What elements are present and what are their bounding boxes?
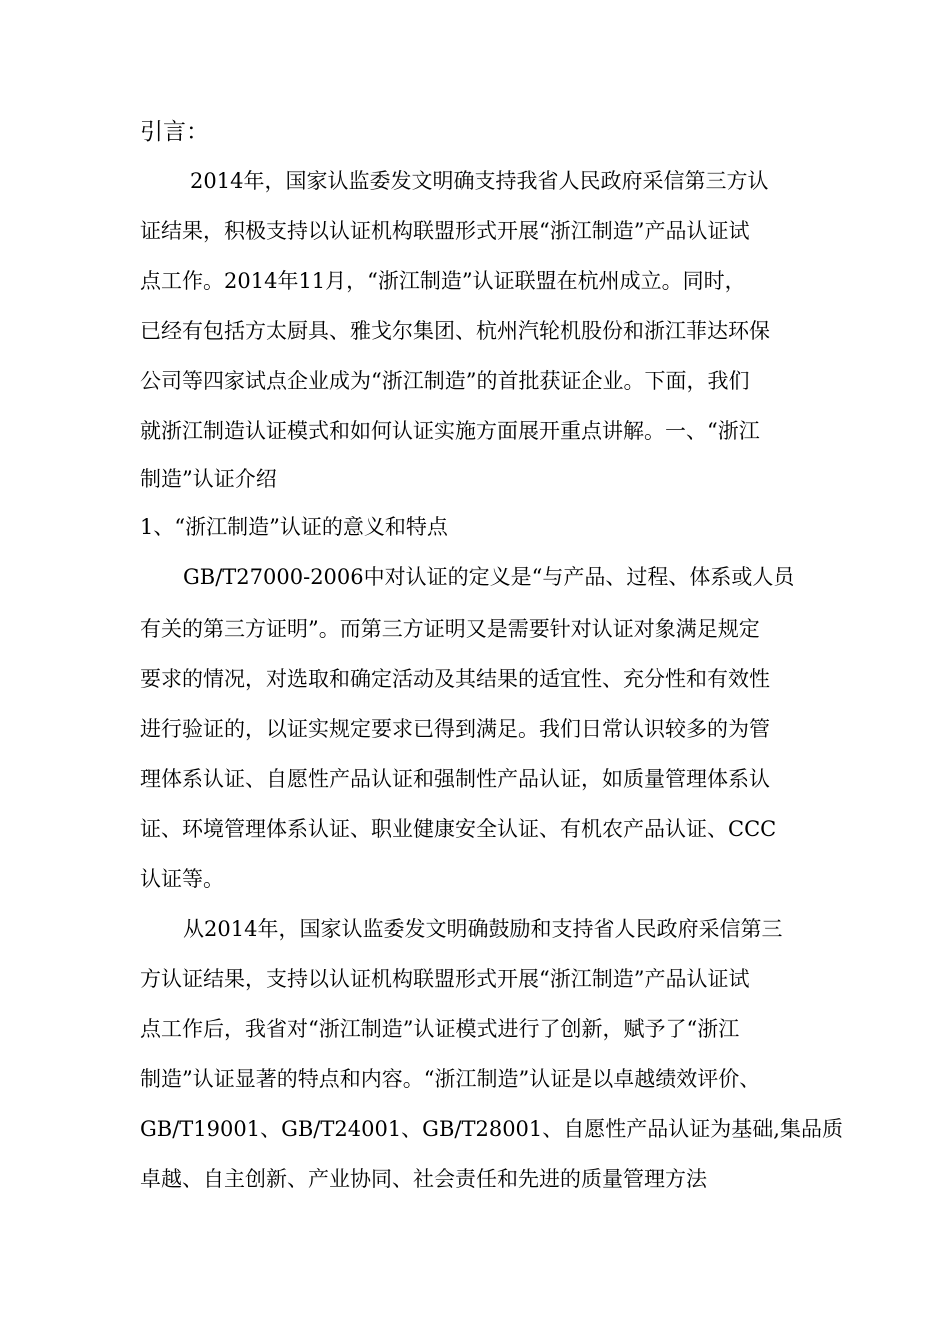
paragraph-line: GB/T19001、GB/T24001、GB/T28001、自愿性产品认证为基础,集品质 [140,1117,843,1141]
paragraph-line: 要求的情况，对选取和确定活动及其结果的适宜性、充分性和有效性 [140,667,770,691]
paragraph-line: 2014年，国家认监委发文明确支持我省人民政府采信第三方认 [190,169,769,193]
paragraph-line: GB/T27000-2006中对认证的定义是“与产品、过程、体系或人员 [183,565,795,589]
paragraph-line: 点工作后，我省对“浙江制造”认证模式进行了创新，赋予了“浙江 [140,1017,740,1041]
paragraph-line: 已经有包括方太厨具、雅戈尔集团、杭州汽轮机股份和浙江菲达环保 [140,319,770,343]
paragraph-line: 就浙江制造认证模式和如何认证实施方面展开重点讲解。一、“浙江 [140,419,760,443]
paragraph-line: 证、环境管理体系认证、职业健康安全认证、有机农产品认证、CCC [140,817,777,841]
paragraph-line: 有关的第三方证明”。而第三方证明又是需要针对认证对象满足规定 [140,617,760,641]
document-heading: 引言： [140,119,209,145]
paragraph-line: 制造”认证介绍 [140,467,277,491]
paragraph-line: 证结果，积极支持以认证机构联盟形式开展“浙江制造”产品认证试 [140,219,750,243]
section-heading: 1、“浙江制造”认证的意义和特点 [140,515,448,539]
paragraph-line: 制造”认证显著的特点和内容。“浙江制造”认证是以卓越绩效评价、 [140,1067,761,1091]
paragraph-line: 从2014年，国家认监委发文明确鼓励和支持省人民政府采信第三 [183,917,783,941]
paragraph-line: 卓越、自主创新、产业协同、社会责任和先进的质量管理方法 [140,1167,707,1191]
paragraph-line: 点工作。2014年11月，“浙江制造”认证联盟在杭州成立。同时， [140,269,746,293]
paragraph-line: 进行验证的，以证实规定要求已得到满足。我们日常认识较多的为管 [140,717,770,741]
paragraph-line: 公司等四家试点企业成为“浙江制造”的首批获证企业。下面，我们 [140,369,750,393]
paragraph-line: 认证等。 [140,867,224,891]
paragraph-line: 理体系认证、自愿性产品认证和强制性产品认证，如质量管理体系认 [140,767,770,791]
paragraph-line: 方认证结果，支持以认证机构联盟形式开展“浙江制造”产品认证试 [140,967,750,991]
